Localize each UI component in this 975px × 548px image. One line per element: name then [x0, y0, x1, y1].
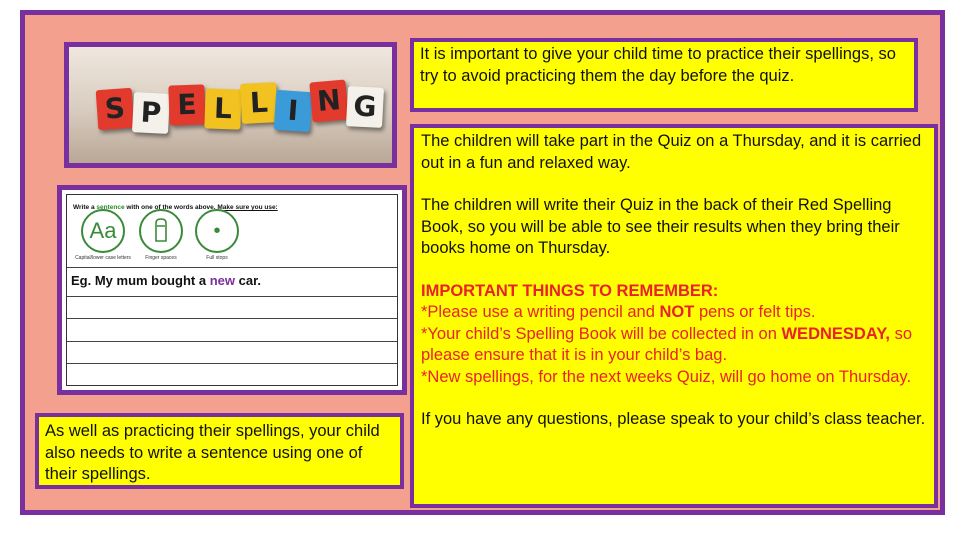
sentence-tip-box — [35, 413, 404, 489]
spelling-blocks-photo — [69, 47, 392, 163]
worksheet-line — [67, 341, 397, 342]
quiz-book-text: The children will write their Quiz in the back of their Red Spelling Book, so you will be able to see their results when they bring their books home on Thursday. — [421, 196, 900, 257]
icon-label: Finger spaces — [145, 255, 177, 261]
new-spellings-reminder: *New spellings, for the next weeks Quiz, will go home on Thursday. — [421, 367, 912, 386]
icon-label: Capital/lower case letters — [75, 255, 131, 261]
quiz-info-box — [410, 124, 938, 508]
spelling-image — [64, 42, 397, 168]
letter-block: L — [204, 88, 241, 129]
worksheet-page — [66, 194, 398, 386]
finger-icon — [139, 209, 183, 253]
full-stop-icon: • — [195, 209, 239, 253]
quiz-day-text: The children will take part in the Quiz on a Thursday, and it is carried out in a fun and relaxed way. — [421, 132, 922, 172]
letter-block: L — [240, 82, 278, 124]
letter-block: E — [168, 84, 205, 125]
pencil-reminder: *Please use a writing pencil and NOT pens or felt tips. — [421, 303, 816, 321]
worksheet-line — [67, 363, 397, 364]
worksheet-instruction: Write a sentence with one of the words above. Make sure you use: — [73, 204, 278, 211]
worksheet-example — [57, 185, 407, 395]
book-collection-reminder: *Your child’s Spelling Book will be collected in on WEDNESDAY, so please ensure that it is in your child’s bag. — [421, 324, 913, 364]
practice-tip-text: It is important to give your child time to practice their spellings, so try to avoid practicing them the day before the quiz. — [420, 45, 896, 85]
worksheet-line — [67, 296, 397, 297]
letter-block: S — [96, 88, 135, 130]
letters-icon: Aa — [81, 209, 125, 253]
letter-block: I — [274, 90, 313, 132]
example-sentence: Eg. My mum bought a new car. — [71, 273, 262, 288]
important-heading: IMPORTANT THINGS TO REMEMBER: — [421, 281, 719, 300]
icon-label: Full stops — [206, 255, 228, 261]
practice-tip-box — [410, 38, 918, 112]
sentence-tip-text: As well as practicing their spellings, your child also needs to write a sentence using one of their spellings. — [45, 422, 380, 483]
letter-block: P — [132, 92, 170, 134]
letter-block: N — [309, 80, 348, 123]
letter-block: G — [346, 86, 384, 128]
worksheet-line — [67, 318, 397, 319]
questions-text: If you have any questions, please speak to your child’s class teacher. — [421, 410, 926, 428]
worksheet-line — [67, 267, 397, 268]
